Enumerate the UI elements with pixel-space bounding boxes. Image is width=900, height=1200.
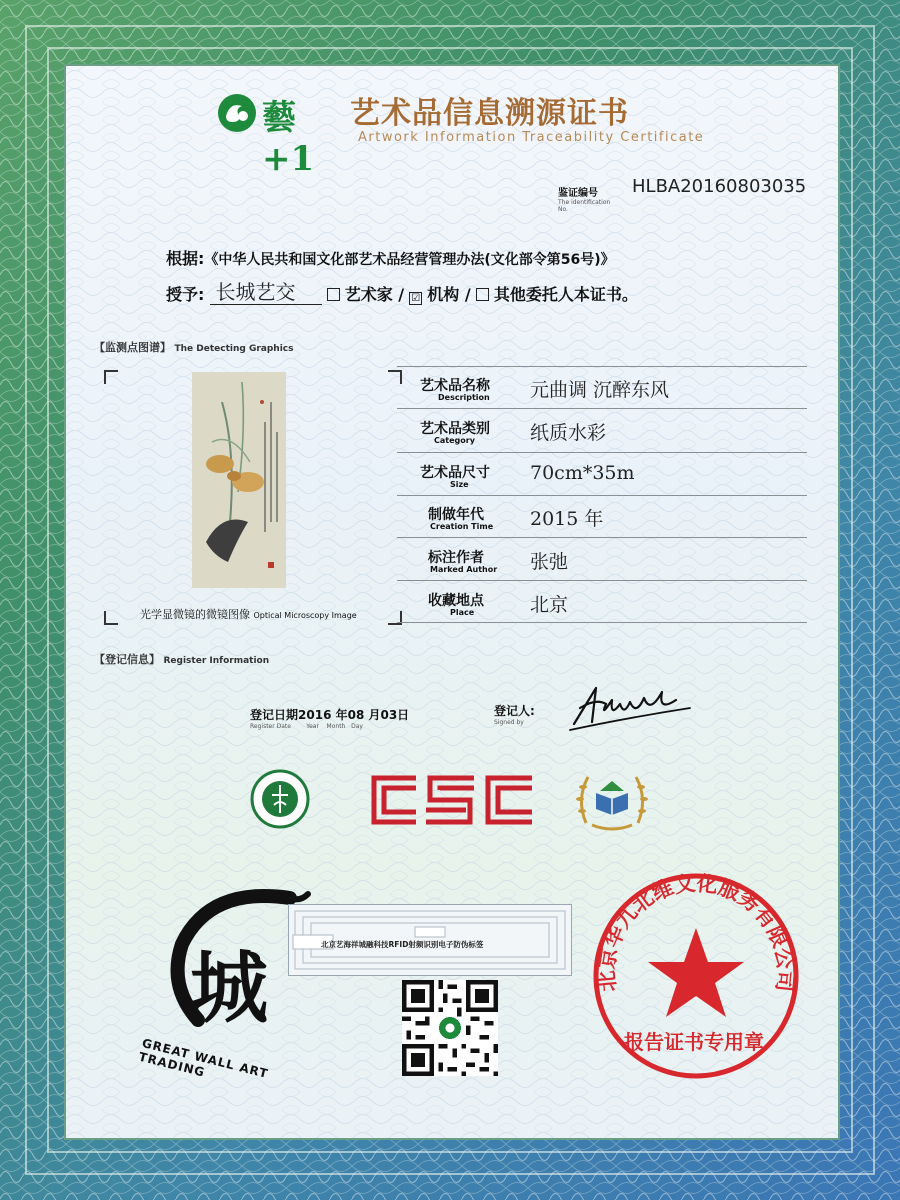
detect-header-cn: 【监测点图谱】 (94, 341, 171, 354)
image-caption (140, 606, 357, 622)
field-label: 艺术品名称 (420, 378, 490, 394)
field-value: 元曲调 沉醉东风 (530, 379, 670, 401)
register-header-en: Register Information (163, 656, 270, 666)
rfid-text: 北京艺海祥城融科技RFID射频识别电子防伪标签 (321, 940, 484, 949)
brand-logo (216, 88, 346, 179)
cert-no-label-en: The identification No. (558, 199, 611, 213)
field-value: 70cm*35m (530, 462, 635, 484)
association-emblem-icon (250, 769, 310, 829)
company-seal (586, 866, 806, 1086)
org-checkbox: ☑ (409, 292, 422, 305)
registrar-label: 登记人: (494, 704, 535, 718)
opt-artist: 艺术家 / (344, 285, 405, 304)
field-label-en: Marked Author (430, 565, 498, 574)
other-checkbox (476, 288, 489, 301)
detect-header (94, 339, 294, 355)
frame-corner-bl (104, 611, 118, 625)
artwork-image (192, 372, 286, 588)
certificate-title-en: Artwork Information Traceability Certificate (358, 130, 705, 145)
field-value: 张弛 (530, 551, 569, 573)
field-label-en: Category (434, 436, 475, 445)
field-label-en: Description (438, 393, 490, 402)
field-label: 艺术品尺寸 (420, 465, 490, 481)
grant-recipient: 长城艺交 (215, 280, 296, 304)
brand-logo-text: 藝+1 (262, 98, 315, 179)
field-label: 制做年代 (428, 507, 484, 523)
seal-bottom-text: 报告证书专用章 (624, 1030, 764, 1054)
image-caption-cn: 光学显微镜的微镜图像 (140, 608, 250, 621)
field-value: 纸质水彩 (530, 422, 607, 444)
frame-corner-tl (104, 370, 118, 384)
field-label-en: Creation Time (430, 522, 494, 531)
register-date-sub: Register Date Year Month Day (250, 723, 363, 730)
grant-recipient-field (210, 280, 322, 305)
field-label: 收藏地点 (428, 593, 484, 609)
field-label: 标注作者 (428, 550, 484, 566)
opt-other: 其他委托人本证书。 (493, 285, 638, 304)
row-divider (397, 408, 807, 409)
field-value: 北京 (530, 594, 569, 616)
row-divider (397, 366, 807, 367)
register-date (250, 704, 409, 730)
cert-no-label (558, 184, 618, 213)
image-caption-en: Optical Microscopy Image (253, 611, 357, 620)
frame-corner-tr (388, 370, 402, 384)
field-label-en: Size (450, 480, 469, 489)
row-divider (397, 495, 807, 496)
register-date-value: 2016 年08 月03日 (298, 708, 410, 722)
cert-no-value: HLBA20160803035 (632, 176, 807, 197)
row-divider (397, 452, 807, 453)
basis-label: 根据: (166, 249, 205, 268)
registrar-signature (566, 678, 696, 738)
basis-text: 《中华人民共和国文化部艺术品经营管理办法(文化部令第56号)》 (204, 252, 615, 268)
registrar (494, 702, 535, 726)
field-label: 艺术品类别 (420, 421, 490, 437)
grant-label: 授予: (166, 285, 205, 304)
artist-checkbox (327, 288, 340, 301)
row-divider (397, 537, 807, 538)
opt-org: 机构 / (427, 285, 471, 304)
row-divider (397, 580, 807, 581)
detect-header-en: The Detecting Graphics (174, 344, 294, 354)
certificate-body (64, 64, 840, 1140)
register-header (94, 651, 269, 667)
great-wall-char: 城 (190, 943, 269, 1034)
qr-code-icon (402, 980, 498, 1076)
certificate-title: 艺术品信息溯源证书 (350, 96, 629, 131)
grant-line (166, 282, 638, 305)
great-wall-text: GREAT WALL ART TRADING (137, 1036, 270, 1081)
register-header-cn: 【登记信息】 (94, 653, 160, 666)
field-value: 2015 年 (530, 508, 604, 530)
csc-logo-icon (366, 772, 536, 828)
laurel-book-emblem-icon (572, 763, 652, 835)
basis-line (166, 246, 615, 269)
row-divider (397, 622, 807, 623)
cert-no-label-cn: 鉴证编号 (558, 188, 598, 199)
swirl-logo-icon (216, 92, 258, 134)
field-label-en: Place (450, 608, 475, 617)
rfid-tag (288, 904, 572, 976)
register-date-label: 登记日期 (250, 708, 299, 722)
seal-ring-text: 北京华九北维文化服务有限公司 (594, 871, 798, 993)
registrar-sub: Signed by (494, 719, 524, 726)
